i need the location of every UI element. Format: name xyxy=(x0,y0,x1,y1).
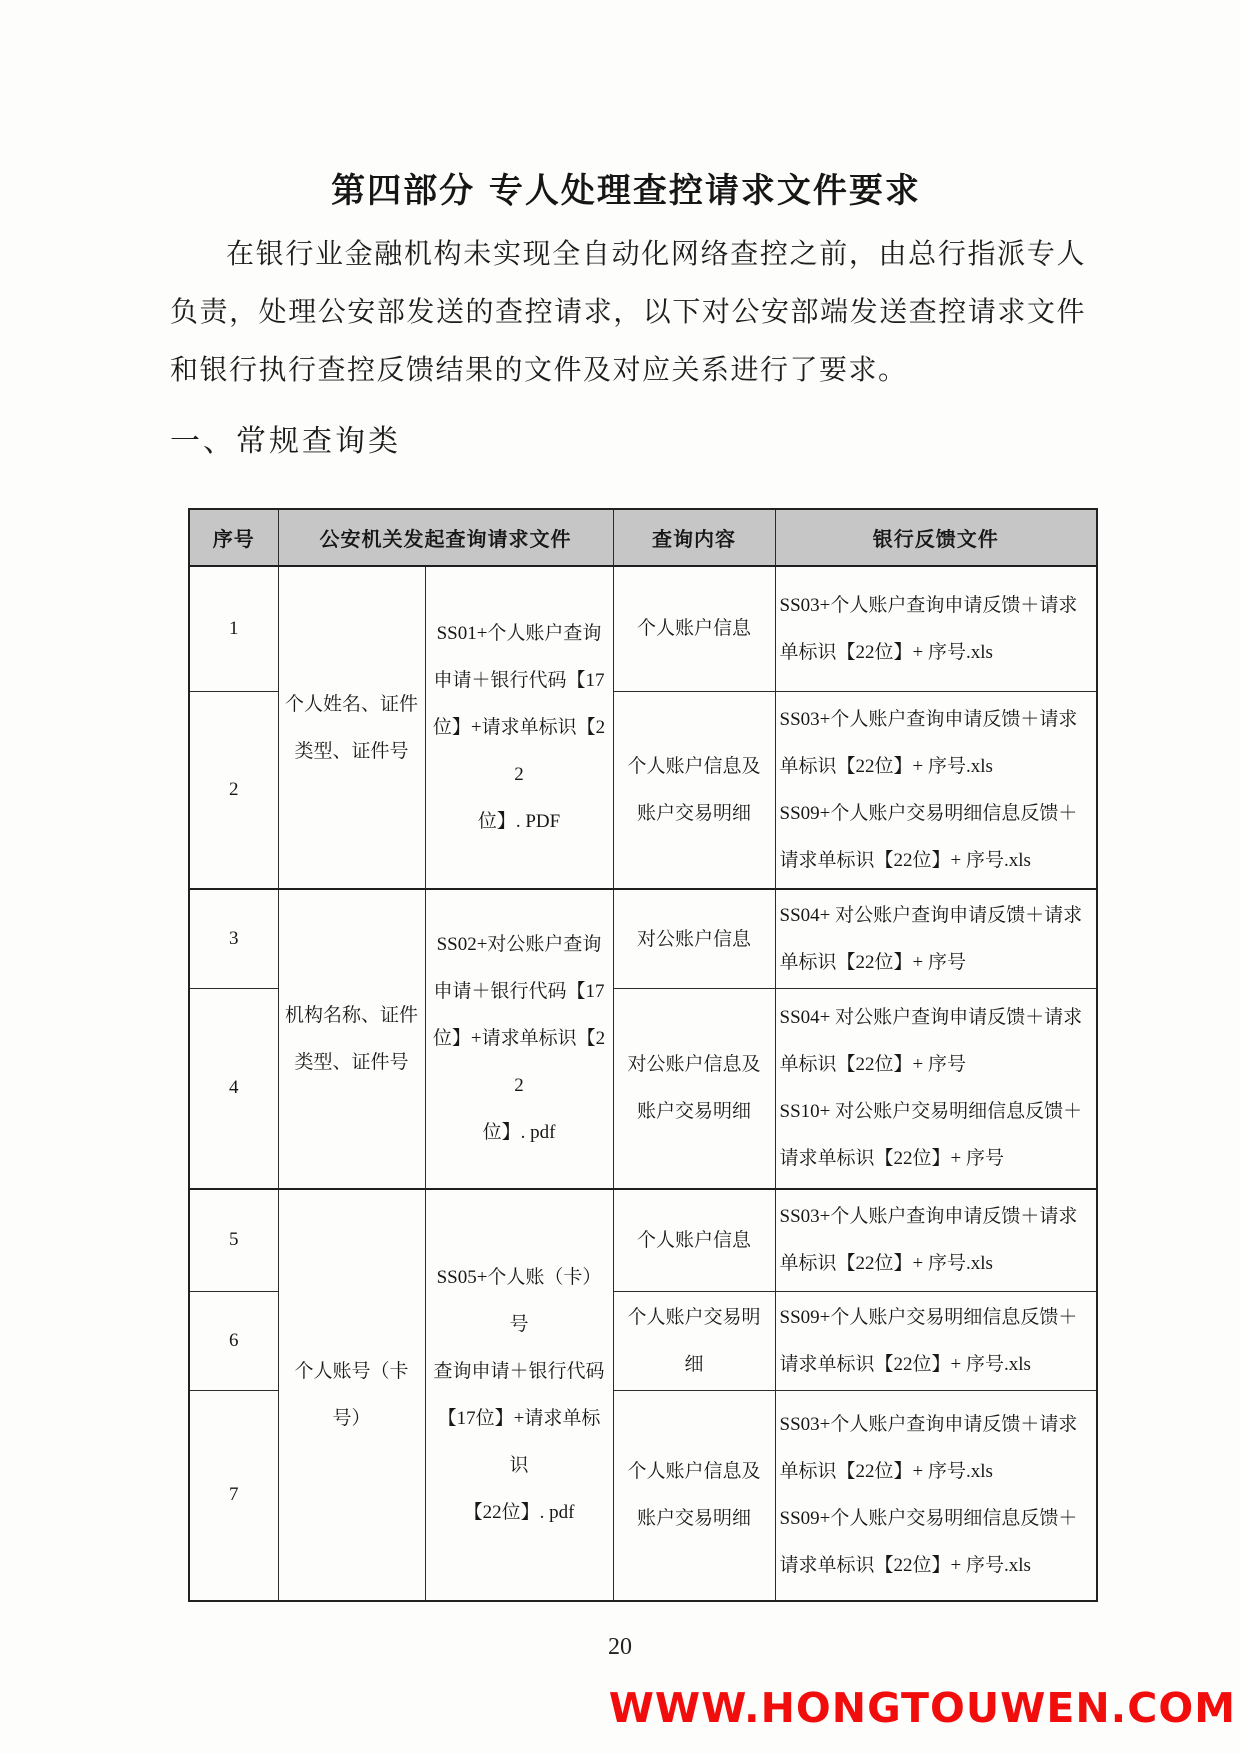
table-row xyxy=(189,1189,1097,1292)
page-number: 20 xyxy=(608,1634,632,1660)
serial-cell: 1 xyxy=(189,566,278,691)
intro-paragraph: 在银行业金融机构未实现全自动化网络查控之前，由总行指派专人负责，处理公安部发送的查控请求，以下对公安部端发送查控请求文件和银行执行查控反馈结果的文件及对应关系进行了要求。 xyxy=(170,239,1086,386)
header-serial: 序号 xyxy=(189,509,278,566)
feedback-cell: SS09+个人账户交易明细信息反馈＋ 请求单标识【22位】+ 序号.xls xyxy=(775,1292,1097,1391)
request-file-cell: SS01+个人账户查询 申请＋银行代码【17 位】+请求单标识【22 位】. PDF xyxy=(425,566,613,889)
serial-cell: 5 xyxy=(189,1189,278,1292)
header-request-file: 公安机关发起查询请求文件 xyxy=(278,509,613,566)
query-content-cell: 个人账户信息及 账户交易明细 xyxy=(613,1391,775,1601)
serial-cell: 4 xyxy=(189,989,278,1189)
feedback-cell: SS03+个人账户查询申请反馈＋请求 单标识【22位】+ 序号.xls xyxy=(775,566,1097,691)
table-row xyxy=(189,889,1097,989)
serial-cell: 7 xyxy=(189,1391,278,1601)
table-header-row xyxy=(189,509,1097,566)
query-content-cell: 个人账户信息及 账户交易明细 xyxy=(613,691,775,889)
query-table xyxy=(188,508,1098,1602)
page-title: 第四部分 专人处理查控请求文件要求 xyxy=(331,171,921,211)
request-file-cell: SS02+对公账户查询 申请＋银行代码【17 位】+请求单标识【22 位】. pdf xyxy=(425,889,613,1189)
watermark-url: WWW.HONGTOUWEN.COM xyxy=(608,1684,1236,1732)
feedback-cell: SS03+个人账户查询申请反馈＋请求 单标识【22位】+ 序号.xls xyxy=(775,1189,1097,1292)
feedback-cell: SS03+个人账户查询申请反馈＋请求 单标识【22位】+ 序号.xls SS09+个人账户交易明细信息反馈＋ 请求单标识【22位】+ 序号.xls xyxy=(775,1391,1097,1601)
header-query-content: 查询内容 xyxy=(613,509,775,566)
request-info-cell: 个人账号（卡 号） xyxy=(278,1189,425,1601)
feedback-cell: SS04+ 对公账户查询申请反馈＋请求 单标识【22位】+ 序号 xyxy=(775,889,1097,989)
query-content-cell: 个人账户交易明 细 xyxy=(613,1292,775,1391)
table-row xyxy=(189,566,1097,691)
request-info-cell: 个人姓名、证件 类型、证件号 xyxy=(278,566,425,889)
request-file-cell: SS05+个人账（卡）号 查询申请＋银行代码 【17位】+请求单标识 【22位】. pdf xyxy=(425,1189,613,1601)
request-info-cell: 机构名称、证件 类型、证件号 xyxy=(278,889,425,1189)
serial-cell: 2 xyxy=(189,691,278,889)
query-content-cell: 对公账户信息 xyxy=(613,889,775,989)
query-content-cell: 对公账户信息及 账户交易明细 xyxy=(613,989,775,1189)
feedback-cell: SS04+ 对公账户查询申请反馈＋请求 单标识【22位】+ 序号 SS10+ 对公账户交易明细信息反馈＋ 请求单标识【22位】+ 序号 xyxy=(775,989,1097,1189)
section-heading: 一、常规查询类 xyxy=(170,425,401,458)
serial-cell: 3 xyxy=(189,889,278,989)
query-content-cell: 个人账户信息 xyxy=(613,566,775,691)
feedback-cell: SS03+个人账户查询申请反馈＋请求 单标识【22位】+ 序号.xls SS09+个人账户交易明细信息反馈＋ 请求单标识【22位】+ 序号.xls xyxy=(775,691,1097,889)
serial-cell: 6 xyxy=(189,1292,278,1391)
header-bank-feedback: 银行反馈文件 xyxy=(775,509,1097,566)
query-content-cell: 个人账户信息 xyxy=(613,1189,775,1292)
